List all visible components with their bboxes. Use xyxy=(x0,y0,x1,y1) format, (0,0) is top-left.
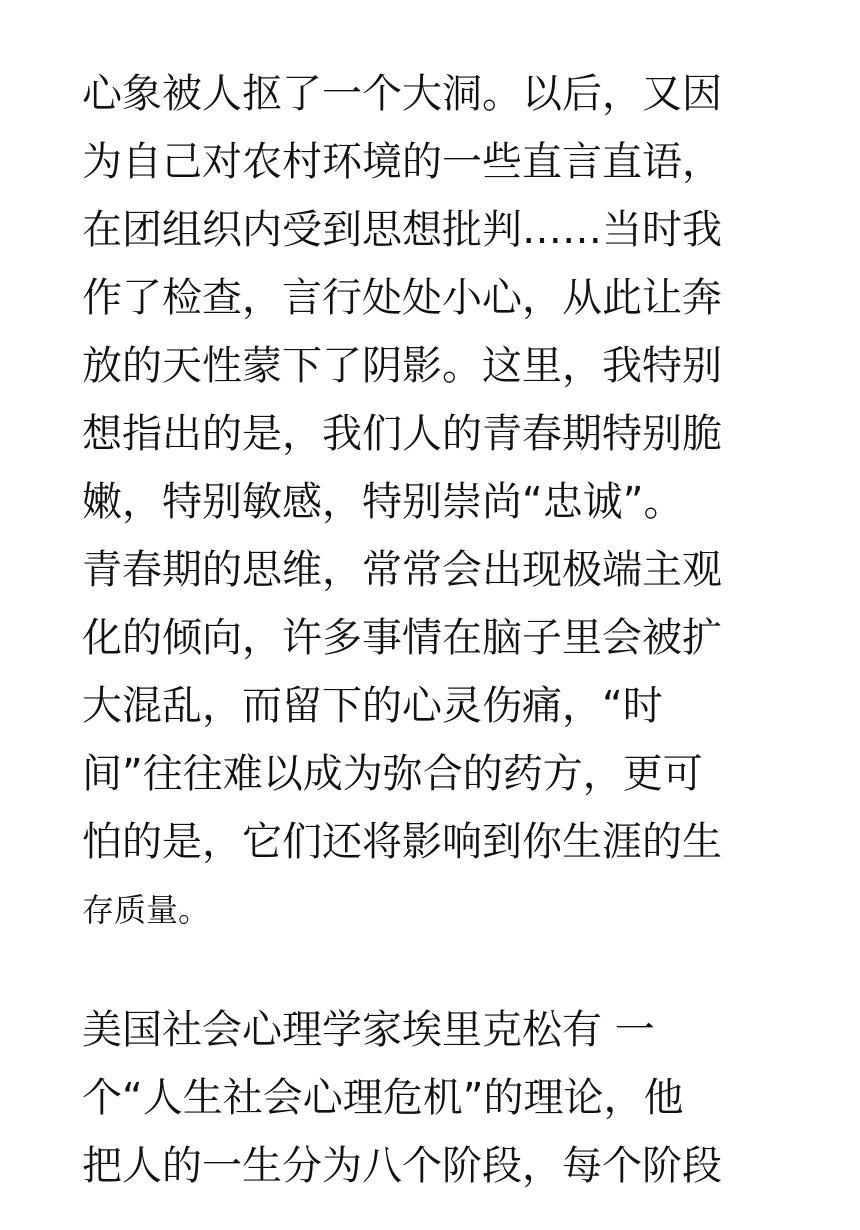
text-line: 把人的一生分为八个阶段，每个阶段 xyxy=(82,1143,722,1189)
text-line: 个“人生社会心理危机”的理论，他 xyxy=(82,1075,684,1121)
text-line: 放的天性蒙下了阴影。这里，我特别 xyxy=(82,343,722,389)
text-line: 存质量。 xyxy=(82,891,211,929)
text-line: 间”往往难以成为弥合的药方，更可 xyxy=(82,751,703,797)
paragraph-2 xyxy=(82,996,782,1200)
text-line: 怕的是，它们还将影响到你生涯的生 xyxy=(82,819,722,865)
text-line: 作了检查，言行处处小心，从此让奔 xyxy=(82,275,722,321)
text-line: 在团组织内受到思想批判……当时我 xyxy=(82,207,722,253)
paragraph-1 xyxy=(82,60,782,944)
text-line: 化的倾向，许多事情在脑子里会被扩 xyxy=(82,615,722,661)
text-line: 美国社会心理学家埃里克松有 一 xyxy=(82,1007,655,1053)
text-line: 青春期的思维，常常会出现极端主观 xyxy=(82,547,722,593)
text-line: 想指出的是，我们人的青春期特别脆 xyxy=(82,411,722,457)
text-line: 大混乱，而留下的心灵伤痛，“时 xyxy=(82,683,663,729)
text-line: 嫩，特别敏感，特别崇尚“忠诚”。 xyxy=(82,479,684,525)
text-line: 心象被人抠了一个大洞。以后，又因 xyxy=(82,71,722,117)
text-line: 为自己对农村环境的一些直言直语， xyxy=(82,139,722,185)
